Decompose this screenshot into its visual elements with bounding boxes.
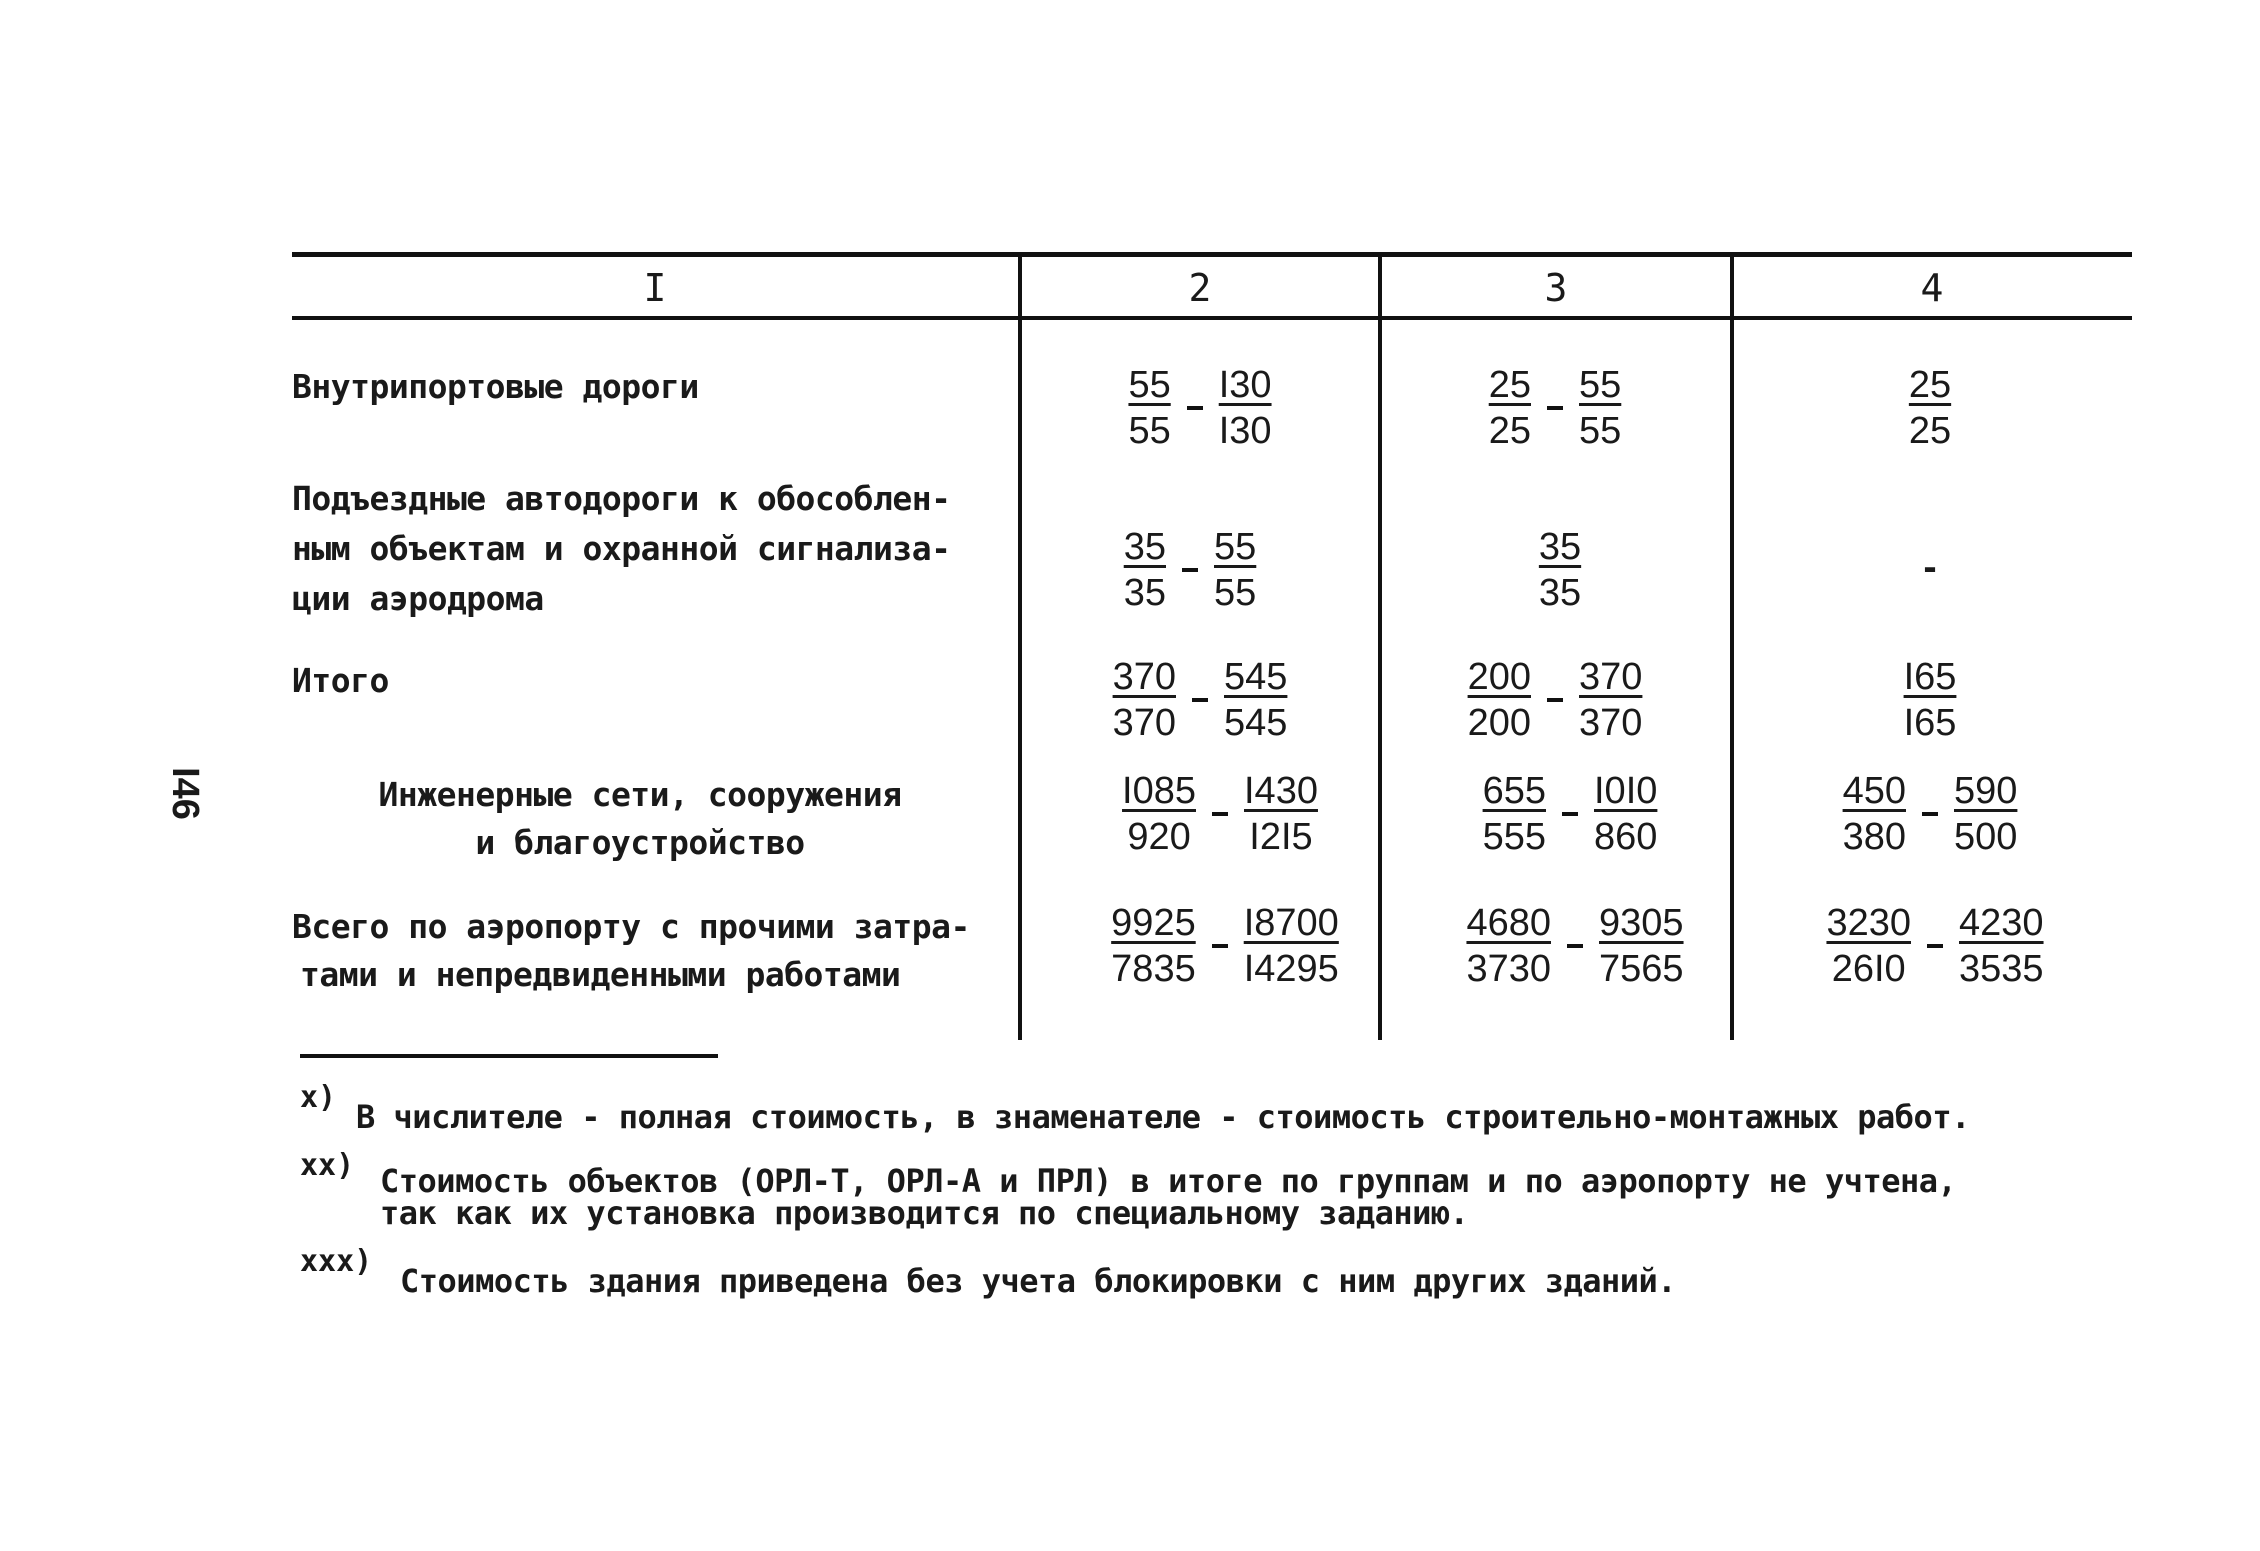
range-dash: [1187, 406, 1203, 410]
numerator: 450: [1842, 770, 1906, 812]
denominator: I4295: [1243, 948, 1339, 990]
denominator: 35: [1538, 572, 1582, 614]
fraction: [1904, 654, 1957, 746]
column-divider-1: [1018, 252, 1022, 1040]
row2-col4-cell: [1760, 524, 2100, 590]
row4-col3-cell: [1400, 768, 1740, 860]
fraction: [1468, 654, 1531, 746]
row-label-internal-roads: Внутрипортовые дороги: [292, 367, 699, 406]
fraction: [1826, 900, 1911, 992]
fraction: [1954, 768, 2017, 860]
row5-col4-cell: [1765, 900, 2105, 992]
fraction: [1113, 654, 1176, 746]
fraction: [1224, 654, 1287, 746]
numerator: I430: [1244, 770, 1318, 812]
range-dash: [1547, 698, 1563, 702]
fraction: [1244, 768, 1318, 860]
numerator: 370: [1112, 656, 1176, 698]
footnote-1-text: В числителе - полная стоимость, в знаменателе - стоимость строительно-монтажных работ.: [356, 1098, 1970, 1136]
footnote-separator: [300, 1054, 718, 1058]
range-dash: [1567, 944, 1583, 948]
denominator: 3535: [1959, 948, 2044, 990]
denominator: 55: [1214, 572, 1257, 614]
fraction: [1466, 900, 1551, 992]
fraction: [1594, 768, 1657, 860]
range-dash: [1182, 568, 1198, 572]
denominator: 555: [1482, 816, 1546, 858]
footnote-3-text: Стоимость здания приведена без учета блокировки с ним других зданий.: [400, 1262, 1677, 1300]
fraction: [1128, 362, 1170, 454]
fraction: [1599, 900, 1684, 992]
empty-value-dash: -: [1923, 545, 1937, 589]
denominator: 35: [1123, 572, 1166, 614]
numerator: 590: [1954, 770, 2018, 812]
row3-col2-cell: [1030, 654, 1370, 746]
denominator: 380: [1842, 816, 1906, 858]
row1-col3-cell: [1385, 362, 1725, 454]
row3-col4-cell: [1760, 654, 2100, 746]
fraction: [1122, 768, 1196, 860]
row-label-airport-total-line1: Всего по аэропорту с прочими затра-: [292, 907, 970, 946]
footnote-mark-3: xxx): [300, 1244, 373, 1279]
numerator: 9305: [1599, 902, 1684, 944]
denominator: I65: [1903, 702, 1957, 744]
row3-col3-cell: [1385, 654, 1725, 746]
row-label-airport-total-line2: тами и непредвиденными работами: [300, 955, 901, 994]
range-dash: [1212, 812, 1228, 816]
numerator: 55: [1579, 364, 1622, 406]
numerator: 35: [1538, 526, 1582, 568]
numerator: I30: [1218, 364, 1272, 406]
numerator: 55: [1214, 526, 1257, 568]
denominator: 7565: [1599, 948, 1684, 990]
column-header-4: 4: [1920, 266, 1944, 310]
range-dash: [1922, 812, 1938, 816]
row5-col3-cell: [1405, 900, 1745, 992]
denominator: I2I5: [1249, 816, 1313, 858]
row5-col2-cell: [1055, 900, 1395, 992]
denominator: 920: [1127, 816, 1191, 858]
range-dash: [1562, 812, 1578, 816]
numerator: 9925: [1111, 902, 1196, 944]
numerator: 545: [1224, 656, 1288, 698]
denominator: 500: [1954, 816, 2018, 858]
row-label-access-roads-line1: Подъездные автодороги к обособлен-: [292, 479, 951, 518]
fraction: [1111, 900, 1196, 992]
numerator: I085: [1122, 770, 1196, 812]
fraction: [1909, 362, 1951, 454]
row4-col4-cell: [1760, 768, 2100, 860]
denominator: 370: [1112, 702, 1176, 744]
row-label-subtotal: Итого: [292, 661, 389, 700]
footnote-mark-2: xx): [300, 1148, 355, 1183]
numerator: 35: [1123, 526, 1166, 568]
numerator: 25: [1488, 364, 1531, 406]
numerator: 25: [1908, 364, 1952, 406]
row-label-engineering-line1: Инженерные сети, сооружения: [378, 775, 902, 814]
denominator: I30: [1218, 410, 1272, 452]
row-label-engineering-line2: и благоустройство: [475, 823, 805, 862]
denominator: 25: [1488, 410, 1531, 452]
denominator: 55: [1579, 410, 1622, 452]
row4-col2-cell: [1050, 768, 1390, 860]
numerator: 3230: [1826, 902, 1911, 944]
denominator: 370: [1579, 702, 1643, 744]
column-header-3: 3: [1544, 266, 1568, 310]
row1-col4-cell: [1760, 362, 2100, 454]
page-number: I46: [163, 767, 206, 820]
range-dash: [1192, 698, 1208, 702]
column-header-1: I: [643, 266, 667, 310]
denominator: 200: [1467, 702, 1531, 744]
numerator: 655: [1482, 770, 1546, 812]
denominator: 3730: [1466, 948, 1551, 990]
fraction: [1124, 524, 1166, 616]
numerator: I0I0: [1594, 770, 1658, 812]
column-header-2: 2: [1188, 266, 1212, 310]
range-dash: [1547, 406, 1563, 410]
fraction: [1539, 524, 1581, 616]
denominator: 7835: [1111, 948, 1196, 990]
fraction: [1579, 362, 1621, 454]
numerator: 200: [1467, 656, 1531, 698]
fraction: [1843, 768, 1906, 860]
fraction: [1483, 768, 1546, 860]
denominator: 26I0: [1831, 948, 1906, 990]
row2-col2-cell: [1020, 524, 1360, 616]
row-label-access-roads-line2: ным объектам и охранной сигнализа-: [292, 529, 951, 568]
fraction: [1579, 654, 1642, 746]
fraction: [1214, 524, 1256, 616]
range-dash: [1927, 944, 1943, 948]
numerator: 4680: [1466, 902, 1551, 944]
denominator: 545: [1224, 702, 1288, 744]
numerator: I65: [1903, 656, 1957, 698]
footnote-mark-1: x): [300, 1080, 337, 1115]
fraction: [1244, 900, 1339, 992]
numerator: 55: [1128, 364, 1171, 406]
row2-col3-cell: [1390, 524, 1730, 616]
row1-col2-cell: [1030, 362, 1370, 454]
footnote-2-line2: так как их установка производится по специальному заданию.: [380, 1194, 1469, 1232]
fraction: [1219, 362, 1272, 454]
denominator: 25: [1908, 410, 1952, 452]
numerator: 4230: [1959, 902, 2044, 944]
denominator: 860: [1594, 816, 1658, 858]
row-label-access-roads-line3: ции аэродрома: [292, 579, 544, 618]
numerator: I8700: [1243, 902, 1339, 944]
table-top-rule: [292, 252, 2132, 257]
range-dash: [1212, 944, 1228, 948]
numerator: 370: [1579, 656, 1643, 698]
denominator: 55: [1128, 410, 1171, 452]
fraction: [1959, 900, 2044, 992]
fraction: [1489, 362, 1531, 454]
footnote-2-line1: Стоимость объектов (ОРЛ-Т, ОРЛ-А и ПРЛ) в итоге по группам и по аэропорту не учтена,: [380, 1162, 1957, 1200]
